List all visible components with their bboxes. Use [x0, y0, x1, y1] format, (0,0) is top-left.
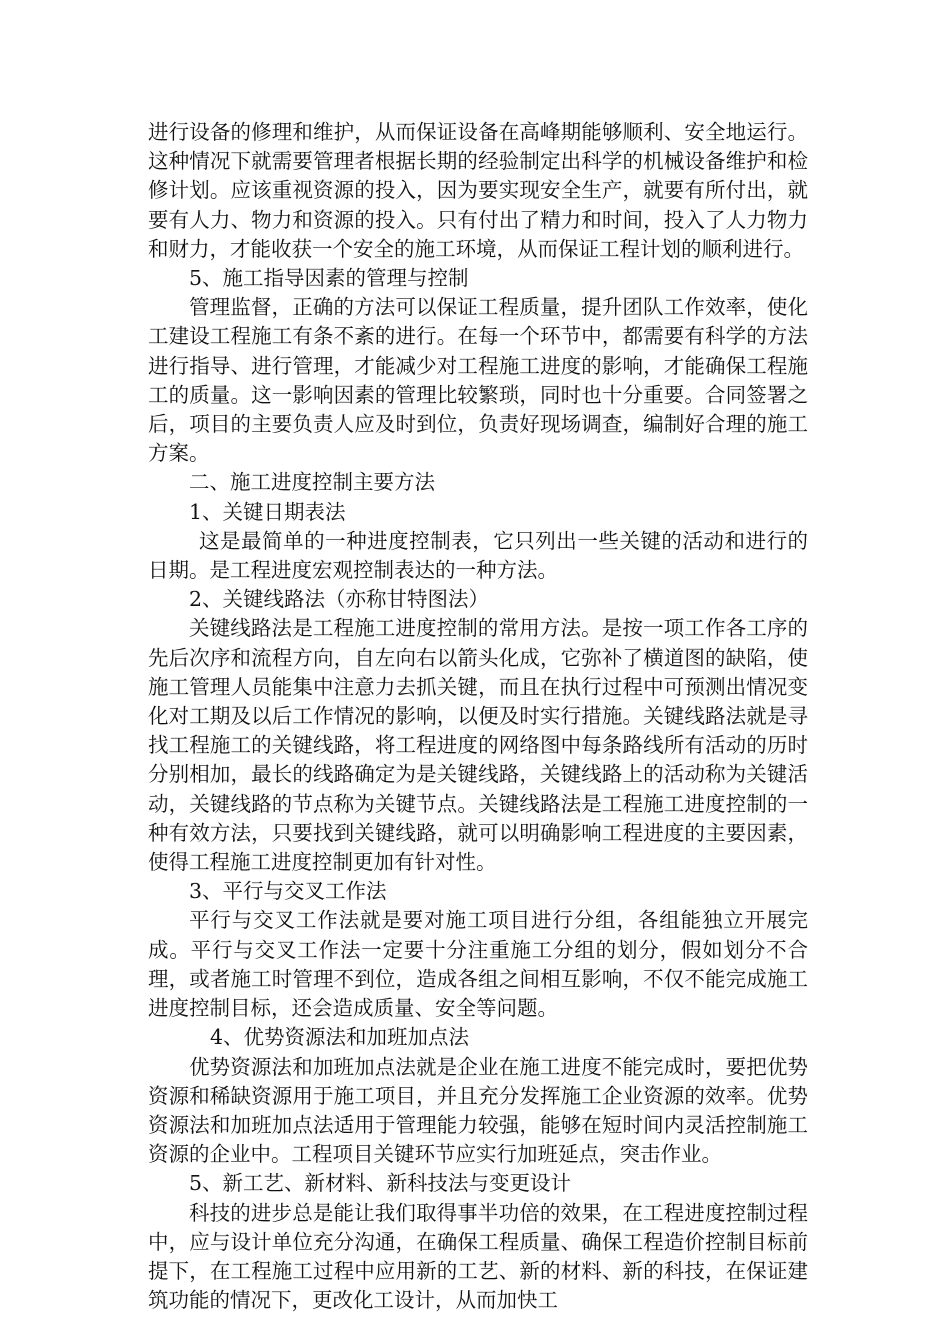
- paragraph-equipment-maintenance: 进行设备的修理和维护，从而保证设备在高峰期能够顺利、安全地运行。这种情况下就需要管理者根据长期的经验制定出科学的机械设备维护和检修计划。应该重视资源的投入，因为要实现安全生产，就要有所付出，就要有人力、物力和资源的投入。只有付出了精力和时间，投入了人力物力和财力，才能收获一个安全的施工环境，从而保证工程计划的顺利进行。: [148, 120, 808, 261]
- heading-construction-guidance: 5、施工指导因素的管理与控制: [189, 266, 469, 291]
- paragraph-advantage-resources: 优势资源法和加班加点法就是企业在施工进度不能完成时，要把优势资源和稀缺资源用于施工项目，并且充分发挥施工企业资源的效率。优势资源法和加班加点法适用于管理能力较强，能够在短时间内灵活控制施工资源的企业中。工程项目关键环节应实行加班延点，突击作业。: [148, 1054, 808, 1167]
- heading-critical-path: 2、关键线路法（亦称甘特图法）: [189, 587, 490, 612]
- paragraph-key-date-table: 这是最简单的一种进度控制表，它只列出一些关键的活动和进行的日期。是工程进度宏观控制表达的一种方法。: [148, 528, 808, 583]
- heading-new-technology: 5、新工艺、新材料、新科技法与变更设计: [189, 1171, 572, 1196]
- paragraph-critical-path: 关键线路法是工程施工进度控制的常用方法。是按一项工作各工序的先后次序和流程方向，自左向右以箭头化成，它弥补了横道图的缺陷，使施工管理人员能集中注意力去抓关键，而且在执行过程中可预测出情况变化对工期及以后工作情况的影响，以便及时实行措施。关键线路法就是寻找工程施工的关键线路，将工程进度的网络图中每条路线所有活动的历时分别相加，最长的线路确定为是关键线路，关键线路上的活动称为关键活动，关键线路的节点称为关键节点。关键线路法是工程施工进度控制的一种有效方法，只要找到关键线路，就可以明确影响工程进度的主要因素，使得工程施工进度控制更加有针对性。: [148, 616, 808, 875]
- paragraph-new-technology: 科技的进步总是能让我们取得事半功倍的效果，在工程进度控制过程中，应与设计单位充分沟通，在确保工程质量、确保工程造价控制目标前提下，在工程施工过程中应用新的工艺、新的材料、新的科技，在保证建筑功能的情况下，更改化工设计，从而加快工: [148, 1200, 808, 1313]
- heading-parallel-work: 3、平行与交叉工作法: [189, 879, 387, 904]
- heading-main-methods: 二、施工进度控制主要方法: [189, 470, 435, 495]
- paragraph-management-supervision: 管理监督，正确的方法可以保证工程质量，提升团队工作效率，使化工建设工程施工有条不紊的进行。在每一个环节中，都需要有科学的方法进行指导、进行管理，才能减少对工程施工进度的影响，才能确保工程施工的质量。这一影响因素的管理比较繁琐，同时也十分重要。合同签署之后，项目的主要负责人应及时到位，负责好现场调查，编制好合理的施工方案。: [148, 295, 808, 466]
- heading-key-date-table: 1、关键日期表法: [189, 499, 346, 524]
- paragraph-parallel-work: 平行与交叉工作法就是要对施工项目进行分组，各组能独立开展完成。平行与交叉工作法一定要十分注重施工分组的划分，假如划分不合理，或者施工时管理不到位，造成各组之间相互影响，不仅不能完成施工进度控制目标，还会造成质量、安全等问题。: [148, 908, 808, 1021]
- document-body: [148, 118, 808, 1315]
- heading-advantage-resources: 4、优势资源法和加班加点法: [210, 1025, 470, 1050]
